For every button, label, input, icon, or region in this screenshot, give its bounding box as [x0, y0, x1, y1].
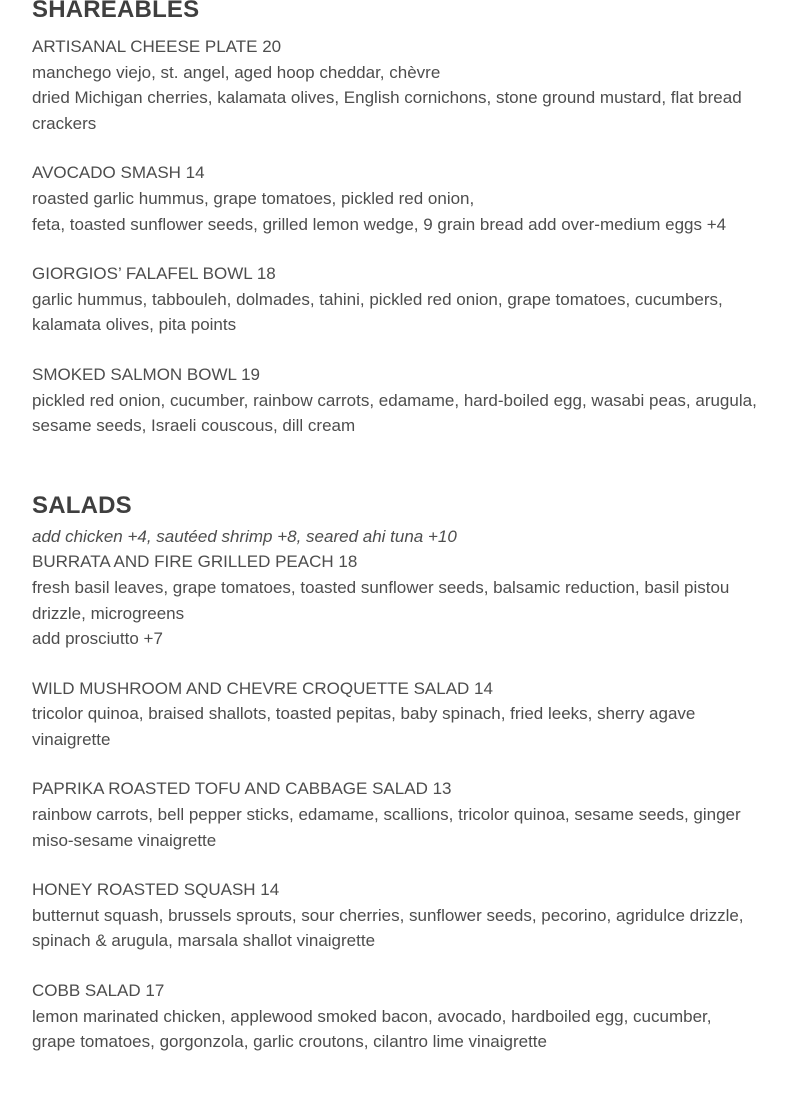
item-name: HONEY ROASTED SQUASH 14	[32, 880, 280, 900]
menu-item-smoked-salmon-bowl	[32, 362, 757, 439]
item-description: roasted garlic hummus, grape tomatoes, pickled red onion,	[32, 188, 475, 208]
item-description: pickled red onion, cucumber, rainbow carrots, edamame, hard-boiled egg, wasabi peas, arugula, sesame seeds, Israeli couscous, dill cream	[32, 390, 757, 436]
item-name: BURRATA AND FIRE GRILLED PEACH 18	[32, 552, 358, 572]
item-name: AVOCADO SMASH 14	[32, 163, 205, 183]
item-name: WILD MUSHROOM AND CHEVRE CROQUETTE SALAD 14	[32, 678, 493, 698]
salads-addon-note: add chicken +4, sautéed shrimp +8, seared ahi tuna +10	[32, 526, 457, 546]
item-description: dried Michigan cherries, kalamata olives, English cornichons, stone ground mustard, flat bread crackers	[32, 88, 742, 133]
menu-item-falafel-bowl	[32, 261, 757, 338]
menu-item-cheese-plate	[32, 34, 757, 136]
item-name: GIORGIOS’ FALAFEL BOWL 18	[32, 264, 276, 284]
item-name: PAPRIKA ROASTED TOFU AND CABBAGE SALAD 13	[32, 779, 452, 799]
salads-addons	[32, 524, 757, 550]
item-description: garlic hummus, tabbouleh, dolmades, tahini, pickled red onion, grape tomatoes, cucumbers, kalamata olives, pita points	[32, 289, 723, 335]
menu-item-avocado-smash	[32, 160, 757, 237]
menu-page	[32, 0, 757, 1055]
item-addon: add prosciutto +7	[32, 629, 163, 649]
menu-item-tofu-cabbage-salad	[32, 776, 757, 853]
menu-item-honey-squash	[32, 877, 757, 954]
item-name: ARTISANAL CHEESE PLATE 20	[32, 37, 282, 56]
item-description: manchego viejo, st. angel, aged hoop cheddar, chèvre	[32, 62, 441, 82]
item-description: lemon marinated chicken, applewood smoked bacon, avocado, hardboiled egg, cucumber, grape tomatoes, gorgonzola, garlic croutons, cilantro lime vinaigrette	[32, 1006, 712, 1052]
menu-item-cobb-salad	[32, 978, 757, 1055]
item-description: feta, toasted sunflower seeds, grilled lemon wedge, 9 grain bread add over-medium eggs +4	[32, 214, 727, 234]
item-name: SMOKED SALMON BOWL 19	[32, 364, 260, 384]
item-name: COBB SALAD 17	[32, 981, 165, 1001]
menu-item-burrata-peach	[32, 549, 757, 651]
item-description: fresh basil leaves, grape tomatoes, toasted sunflower seeds, balsamic reduction, basil pistou drizzle, microgreens	[32, 577, 730, 623]
section-title-salads: SALADS	[32, 491, 132, 519]
item-description: tricolor quinoa, braised shallots, toasted pepitas, baby spinach, fried leeks, sherry agave vinaigrette	[32, 704, 696, 749]
section-title-shareables: SHAREABLES	[32, 0, 200, 23]
item-description: rainbow carrots, bell pepper sticks, edamame, scallions, tricolor quinoa, sesame seeds, ginger miso-sesame vinaigrette	[32, 805, 741, 850]
item-description: butternut squash, brussels sprouts, sour cherries, sunflower seeds, pecorino, agridulce drizzle, spinach & arugula, marsala shallot vinaigrette	[32, 905, 744, 951]
menu-item-mushroom-croquette-salad	[32, 676, 757, 753]
